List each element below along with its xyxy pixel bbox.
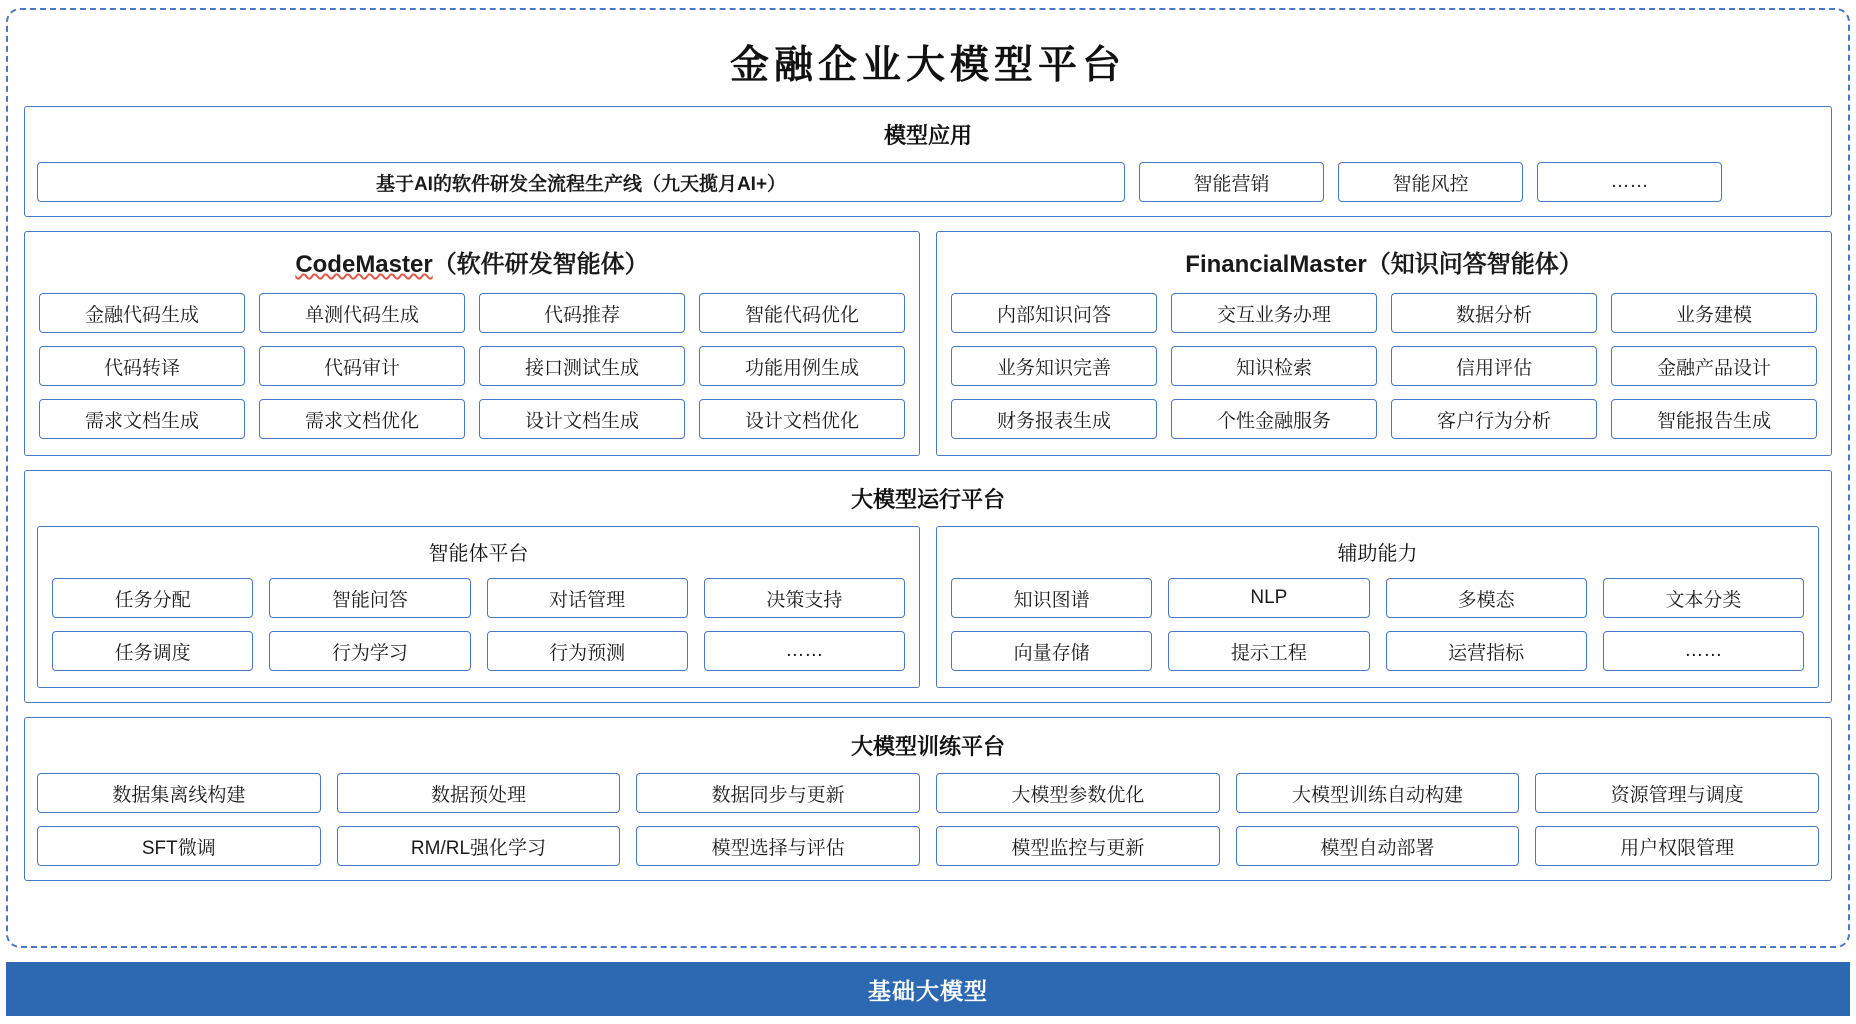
financial-master-capability-grid xyxy=(951,293,1817,439)
chip-financial-master-9[interactable]: 财务报表生成 xyxy=(951,399,1157,439)
chip-training-10[interactable]: 模型监控与更新 xyxy=(936,826,1220,866)
chip-code-master-12[interactable]: 设计文档优化 xyxy=(699,399,905,439)
chip-code-master-5[interactable]: 代码转译 xyxy=(39,346,245,386)
section-run-platform xyxy=(24,470,1832,703)
chip-code-master-9[interactable]: 需求文档生成 xyxy=(39,399,245,439)
chip-financial-master-12[interactable]: 智能报告生成 xyxy=(1611,399,1817,439)
chip-agent-7[interactable]: 行为预测 xyxy=(487,631,688,671)
chip-training-9[interactable]: 模型选择与评估 xyxy=(636,826,920,866)
training-platform-grid xyxy=(37,773,1819,866)
section-model-applications xyxy=(24,106,1832,217)
chip-code-master-1[interactable]: 金融代码生成 xyxy=(39,293,245,333)
chip-support-3[interactable]: 多模态 xyxy=(1386,578,1587,618)
chip-code-master-6[interactable]: 代码审计 xyxy=(259,346,465,386)
chip-training-4[interactable]: 大模型参数优化 xyxy=(936,773,1220,813)
app-chip-smart-marketing[interactable]: 智能营销 xyxy=(1139,162,1324,202)
chip-agent-1[interactable]: 任务分配 xyxy=(52,578,253,618)
support-capabilities-grid xyxy=(951,578,1804,671)
chip-training-12[interactable]: 用户权限管理 xyxy=(1535,826,1819,866)
chip-support-2[interactable]: NLP xyxy=(1168,578,1369,618)
chip-code-master-3[interactable]: 代码推荐 xyxy=(479,293,685,333)
app-chip-smart-risk-control[interactable]: 智能风控 xyxy=(1338,162,1523,202)
run-platform-subpanels xyxy=(37,526,1819,688)
chip-support-4[interactable]: 文本分类 xyxy=(1603,578,1804,618)
app-chip-ai-pipeline[interactable]: 基于AI的软件研发全流程生产线（九天揽月AI+） xyxy=(37,162,1125,202)
chip-financial-master-7[interactable]: 信用评估 xyxy=(1391,346,1597,386)
panel-title-financial-master xyxy=(951,244,1817,279)
app-chip-more[interactable]: …… xyxy=(1537,162,1722,202)
financial-master-subtitle: （知识问答智能体） xyxy=(1366,251,1583,278)
chip-support-5[interactable]: 向量存储 xyxy=(951,631,1152,671)
chip-code-master-10[interactable]: 需求文档优化 xyxy=(259,399,465,439)
financial-master-name: FinancialMaster xyxy=(1185,251,1367,278)
section-training-platform xyxy=(24,717,1832,881)
chip-code-master-8[interactable]: 功能用例生成 xyxy=(699,346,905,386)
chip-training-2[interactable]: 数据预处理 xyxy=(337,773,621,813)
subpanel-support-capabilities xyxy=(936,526,1819,688)
chip-support-7[interactable]: 运营指标 xyxy=(1386,631,1587,671)
chip-training-1[interactable]: 数据集离线构建 xyxy=(37,773,321,813)
chip-support-8[interactable]: …… xyxy=(1603,631,1804,671)
panel-code-master xyxy=(24,231,920,456)
base-model-bar xyxy=(6,962,1850,1016)
subpanel-title-agent-platform: 智能体平台 xyxy=(428,543,529,565)
chip-financial-master-6[interactable]: 知识检索 xyxy=(1171,346,1377,386)
chip-financial-master-10[interactable]: 个性金融服务 xyxy=(1171,399,1377,439)
code-master-capability-grid xyxy=(39,293,905,439)
chip-training-6[interactable]: 资源管理与调度 xyxy=(1535,773,1819,813)
chip-training-5[interactable]: 大模型训练自动构建 xyxy=(1236,773,1520,813)
panel-financial-master xyxy=(936,231,1832,456)
chip-agent-5[interactable]: 任务调度 xyxy=(52,631,253,671)
chip-financial-master-5[interactable]: 业务知识完善 xyxy=(951,346,1157,386)
chip-support-6[interactable]: 提示工程 xyxy=(1168,631,1369,671)
chip-financial-master-1[interactable]: 内部知识问答 xyxy=(951,293,1157,333)
chip-code-master-4[interactable]: 智能代码优化 xyxy=(699,293,905,333)
chip-agent-4[interactable]: 决策支持 xyxy=(704,578,905,618)
chip-code-master-11[interactable]: 设计文档生成 xyxy=(479,399,685,439)
subpanel-agent-platform xyxy=(37,526,920,688)
chip-financial-master-4[interactable]: 业务建模 xyxy=(1611,293,1817,333)
chip-support-1[interactable]: 知识图谱 xyxy=(951,578,1152,618)
chip-agent-8[interactable]: …… xyxy=(704,631,905,671)
platform-frame xyxy=(6,8,1850,948)
base-model-label: 基础大模型 xyxy=(868,977,988,1004)
section-title-model-applications: 模型应用 xyxy=(883,123,972,148)
code-master-subtitle: （软件研发智能体） xyxy=(432,251,649,278)
panel-title-code-master xyxy=(39,244,905,279)
chip-financial-master-3[interactable]: 数据分析 xyxy=(1391,293,1597,333)
chip-agent-2[interactable]: 智能问答 xyxy=(269,578,470,618)
chip-code-master-7[interactable]: 接口测试生成 xyxy=(479,346,685,386)
chip-agent-6[interactable]: 行为学习 xyxy=(269,631,470,671)
agent-platform-grid xyxy=(52,578,905,671)
chip-financial-master-8[interactable]: 金融产品设计 xyxy=(1611,346,1817,386)
code-master-name: CodeMaster xyxy=(295,251,433,278)
chip-training-3[interactable]: 数据同步与更新 xyxy=(636,773,920,813)
agents-row xyxy=(24,231,1832,456)
subpanel-title-support-capabilities: 辅助能力 xyxy=(1337,543,1418,565)
chip-financial-master-11[interactable]: 客户行为分析 xyxy=(1391,399,1597,439)
section-title-training-platform: 大模型训练平台 xyxy=(850,734,1005,759)
chip-training-8[interactable]: RM/RL强化学习 xyxy=(337,826,621,866)
model-applications-row xyxy=(37,162,1819,202)
section-title-run-platform: 大模型运行平台 xyxy=(850,487,1005,512)
chip-code-master-2[interactable]: 单测代码生成 xyxy=(259,293,465,333)
chip-financial-master-2[interactable]: 交互业务办理 xyxy=(1171,293,1377,333)
chip-agent-3[interactable]: 对话管理 xyxy=(487,578,688,618)
chip-training-7[interactable]: SFT微调 xyxy=(37,826,321,866)
chip-training-11[interactable]: 模型自动部署 xyxy=(1236,826,1520,866)
page-title: 金融企业大模型平台 xyxy=(729,43,1126,88)
